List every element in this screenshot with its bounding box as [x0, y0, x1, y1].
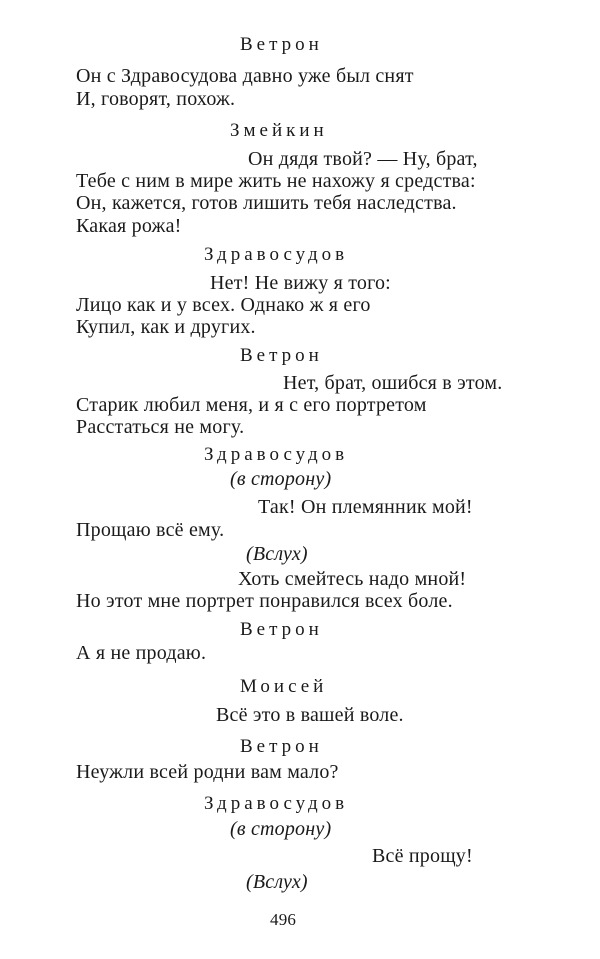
- stage-direction: (в сторону): [230, 468, 332, 490]
- verse-line: Он дядя твой? — Ну, брат,: [248, 148, 478, 170]
- speaker-name: Здравосудов: [204, 444, 349, 465]
- speaker-name: Змейкин: [230, 120, 328, 141]
- verse-line: Неужли всей родни вам мало?: [76, 761, 339, 783]
- verse-line: Какая рожа!: [76, 215, 182, 237]
- verse-line: Старик любил меня, и я с его портретом: [76, 394, 427, 416]
- verse-line: Он, кажется, готов лишить тебя наследства.: [76, 192, 457, 214]
- stage-direction: (Вслух): [246, 543, 308, 565]
- verse-line: Всё это в вашей воле.: [216, 704, 404, 726]
- page-number: 496: [270, 910, 297, 929]
- verse-line: Лицо как и у всех. Однако ж я его: [76, 294, 371, 316]
- verse-line: Расстаться не могу.: [76, 416, 245, 438]
- verse-line: Но этот мне портрет понравился всех боле.: [76, 590, 453, 612]
- verse-line: Он с Здравосудова давно уже был снят: [76, 65, 414, 87]
- verse-line: Нет! Не вижу я того:: [210, 272, 391, 294]
- verse-line: Тебе с ним в мире жить не нахожу я средства:: [76, 170, 476, 192]
- verse-line: Хоть смейтесь надо мной!: [238, 568, 467, 590]
- stage-direction: (в сторону): [230, 818, 332, 840]
- speaker-name: Ветрон: [240, 345, 323, 366]
- verse-line: Купил, как и других.: [76, 316, 256, 338]
- verse-line: И, говорят, похож.: [76, 88, 236, 110]
- speaker-name: Ветрон: [240, 619, 323, 640]
- speaker-name: Здравосудов: [204, 793, 349, 814]
- speaker-name: Ветрон: [240, 736, 323, 757]
- speaker-name: Здравосудов: [204, 244, 349, 265]
- verse-line: А я не продаю.: [76, 642, 207, 664]
- verse-line: Нет, брат, ошибся в этом.: [283, 372, 503, 394]
- verse-line: Прощаю всё ему.: [76, 519, 225, 541]
- verse-line: Всё прощу!: [372, 845, 473, 867]
- speaker-name: Ветрон: [240, 34, 323, 55]
- verse-line: Так! Он племянник мой!: [258, 496, 473, 518]
- speaker-name: Моисей: [240, 676, 328, 697]
- stage-direction: (Вслух): [246, 871, 308, 893]
